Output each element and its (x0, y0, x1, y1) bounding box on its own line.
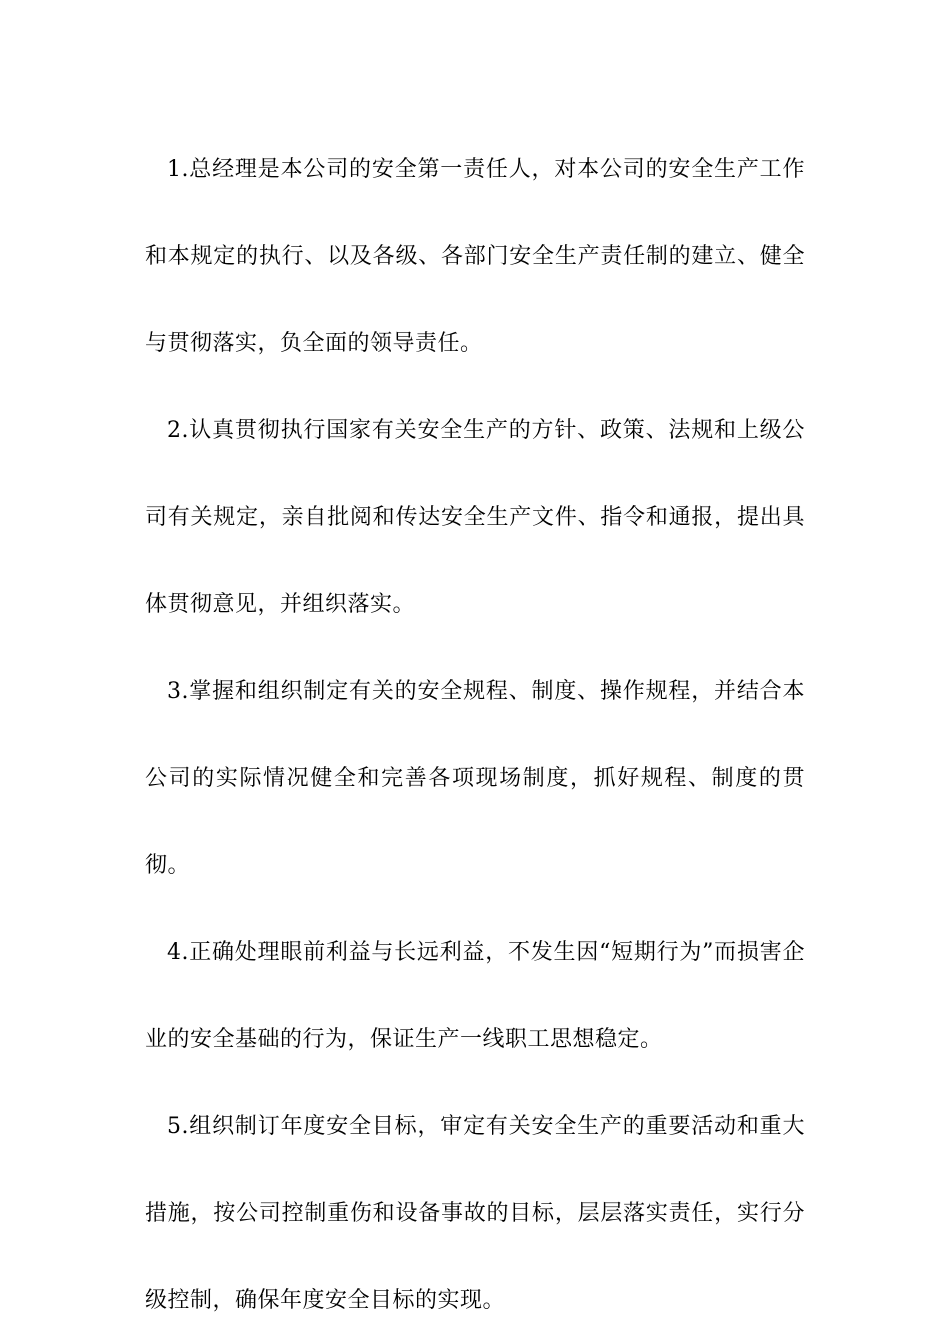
paragraph-3: 3.掌握和组织制定有关的安全规程、制度、操作规程，并结合本公司的实际情况健全和完善各项现场制度，抓好规程、制度的贯彻。 (145, 679, 805, 878)
paragraph-5: 5.组织制订年度安全目标，审定有关安全生产的重要活动和重大措施，按公司控制重伤和设备事故的目标，层层落实责任，实行分级控制，确保年度安全目标的实现。 (145, 1114, 805, 1313)
paragraph-1: 1.总经理是本公司的安全第一责任人，对本公司的安全生产工作和本规定的执行、以及各级、各部门安全生产责任制的建立、健全与贯彻落实，负全面的领导责任。 (145, 157, 805, 356)
paragraph-4: 4.正确处理眼前利益与长远利益，不发生因“短期行为”而损害企业的安全基础的行为，保证生产一线职工思想稳定。 (145, 940, 805, 1052)
paragraph-2: 2.认真贯彻执行国家有关安全生产的方针、政策、法规和上级公司有关规定，亲自批阅和传达安全生产文件、指令和通报，提出具体贯彻意见，并组织落实。 (145, 418, 805, 617)
document-body (145, 126, 805, 1344)
